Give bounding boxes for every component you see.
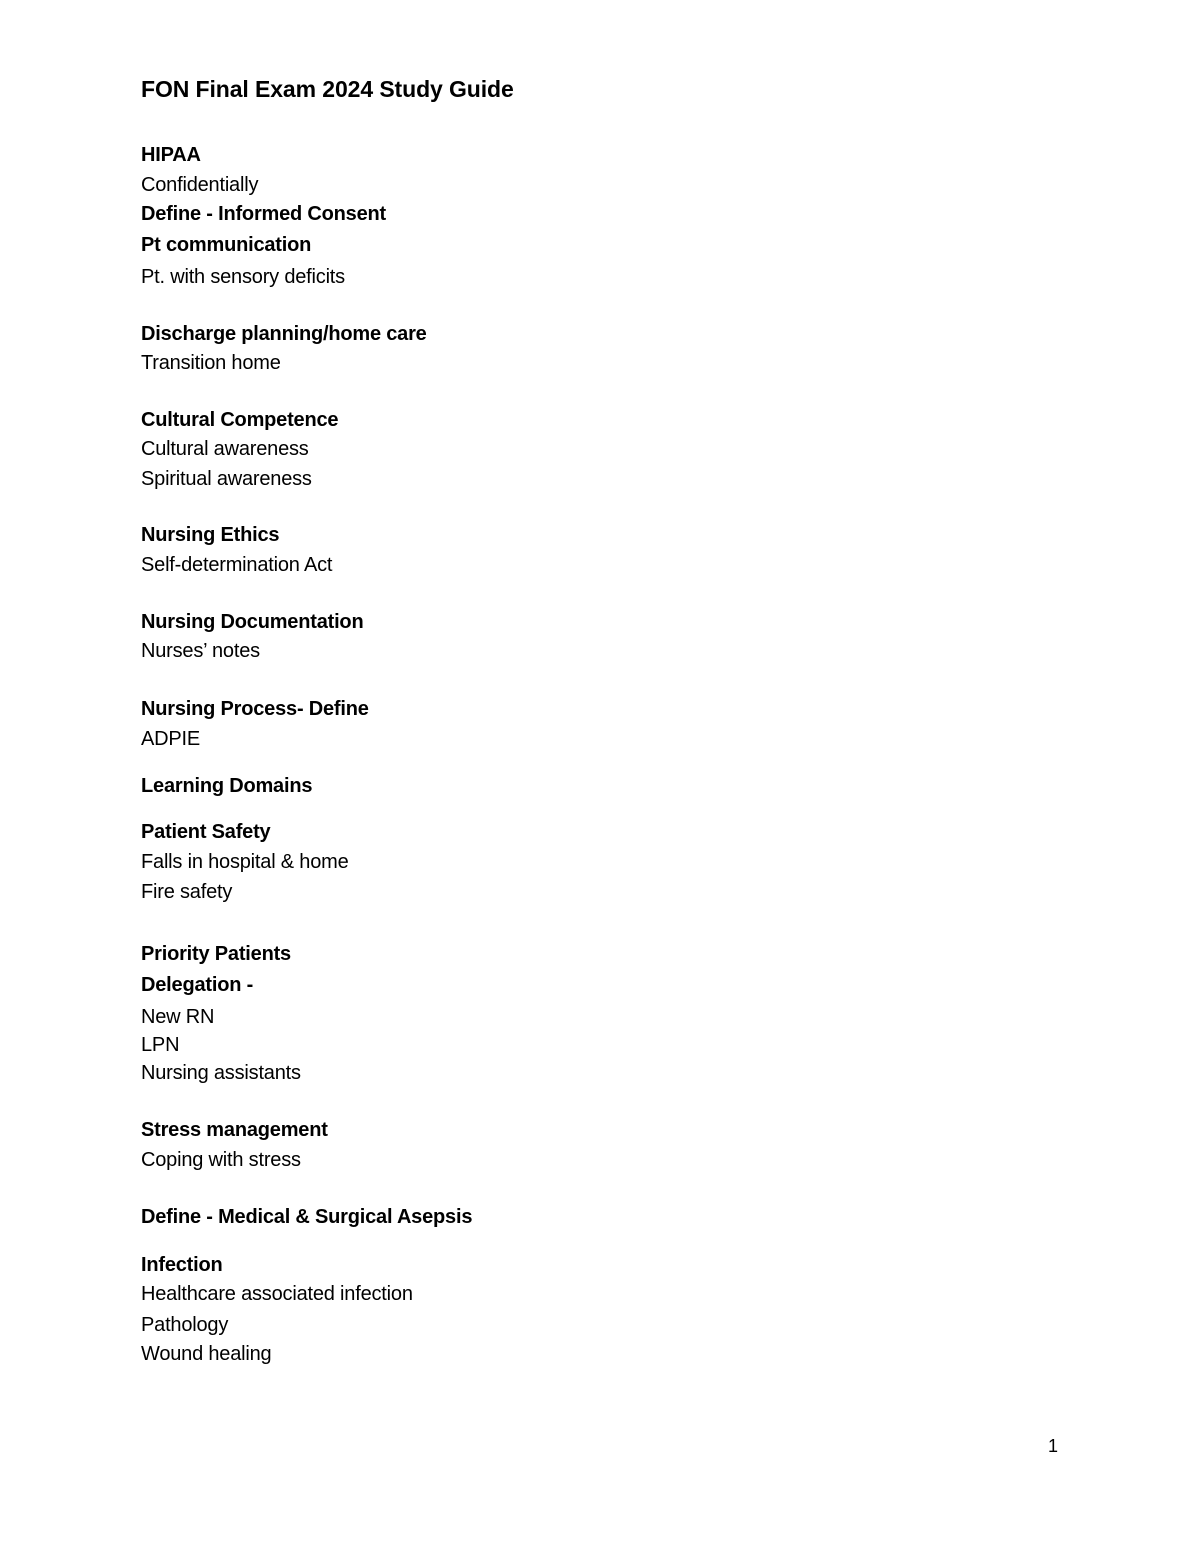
heading-cultural-competence: Cultural Competence [141, 409, 339, 431]
item-wound-healing: Wound healing [141, 1343, 272, 1365]
heading-patient-safety: Patient Safety [141, 821, 271, 843]
page-number: 1 [1048, 1436, 1059, 1456]
item-pathology: Pathology [141, 1314, 229, 1336]
heading-hipaa: HIPAA [141, 144, 201, 166]
heading-nursing-ethics: Nursing Ethics [141, 524, 280, 546]
heading-discharge-planning: Discharge planning/home care [141, 323, 427, 345]
document-title: FON Final Exam 2024 Study Guide [141, 76, 514, 102]
heading-nursing-process: Nursing Process- Define [141, 698, 369, 720]
heading-nursing-documentation: Nursing Documentation [141, 611, 364, 633]
heading-priority-patients: Priority Patients [141, 943, 291, 965]
item-self-determination: Self-determination Act [141, 554, 333, 576]
item-coping: Coping with stress [141, 1149, 301, 1171]
item-adpie: ADPIE [141, 728, 201, 750]
item-sensory-deficits: Pt. with sensory deficits [141, 266, 345, 288]
item-nursing-assistants: Nursing assistants [141, 1062, 301, 1084]
item-cultural-awareness: Cultural awareness [141, 438, 309, 460]
item-confidentially: Confidentially [141, 174, 259, 196]
item-nurses-notes: Nurses’ notes [141, 640, 260, 662]
heading-infection: Infection [141, 1254, 223, 1276]
heading-delegation: Delegation - [141, 974, 254, 996]
item-falls: Falls in hospital & home [141, 851, 349, 873]
item-fire-safety: Fire safety [141, 881, 233, 903]
item-transition-home: Transition home [141, 352, 281, 374]
item-hai: Healthcare associated infection [141, 1283, 413, 1305]
item-spiritual-awareness: Spiritual awareness [141, 468, 312, 490]
heading-informed-consent: Define - Informed Consent [141, 203, 387, 225]
item-lpn: LPN [141, 1034, 180, 1056]
heading-learning-domains: Learning Domains [141, 775, 313, 797]
heading-asepsis: Define - Medical & Surgical Asepsis [141, 1206, 473, 1228]
heading-stress-management: Stress management [141, 1119, 328, 1141]
heading-pt-communication: Pt communication [141, 234, 312, 256]
item-new-rn: New RN [141, 1006, 215, 1028]
